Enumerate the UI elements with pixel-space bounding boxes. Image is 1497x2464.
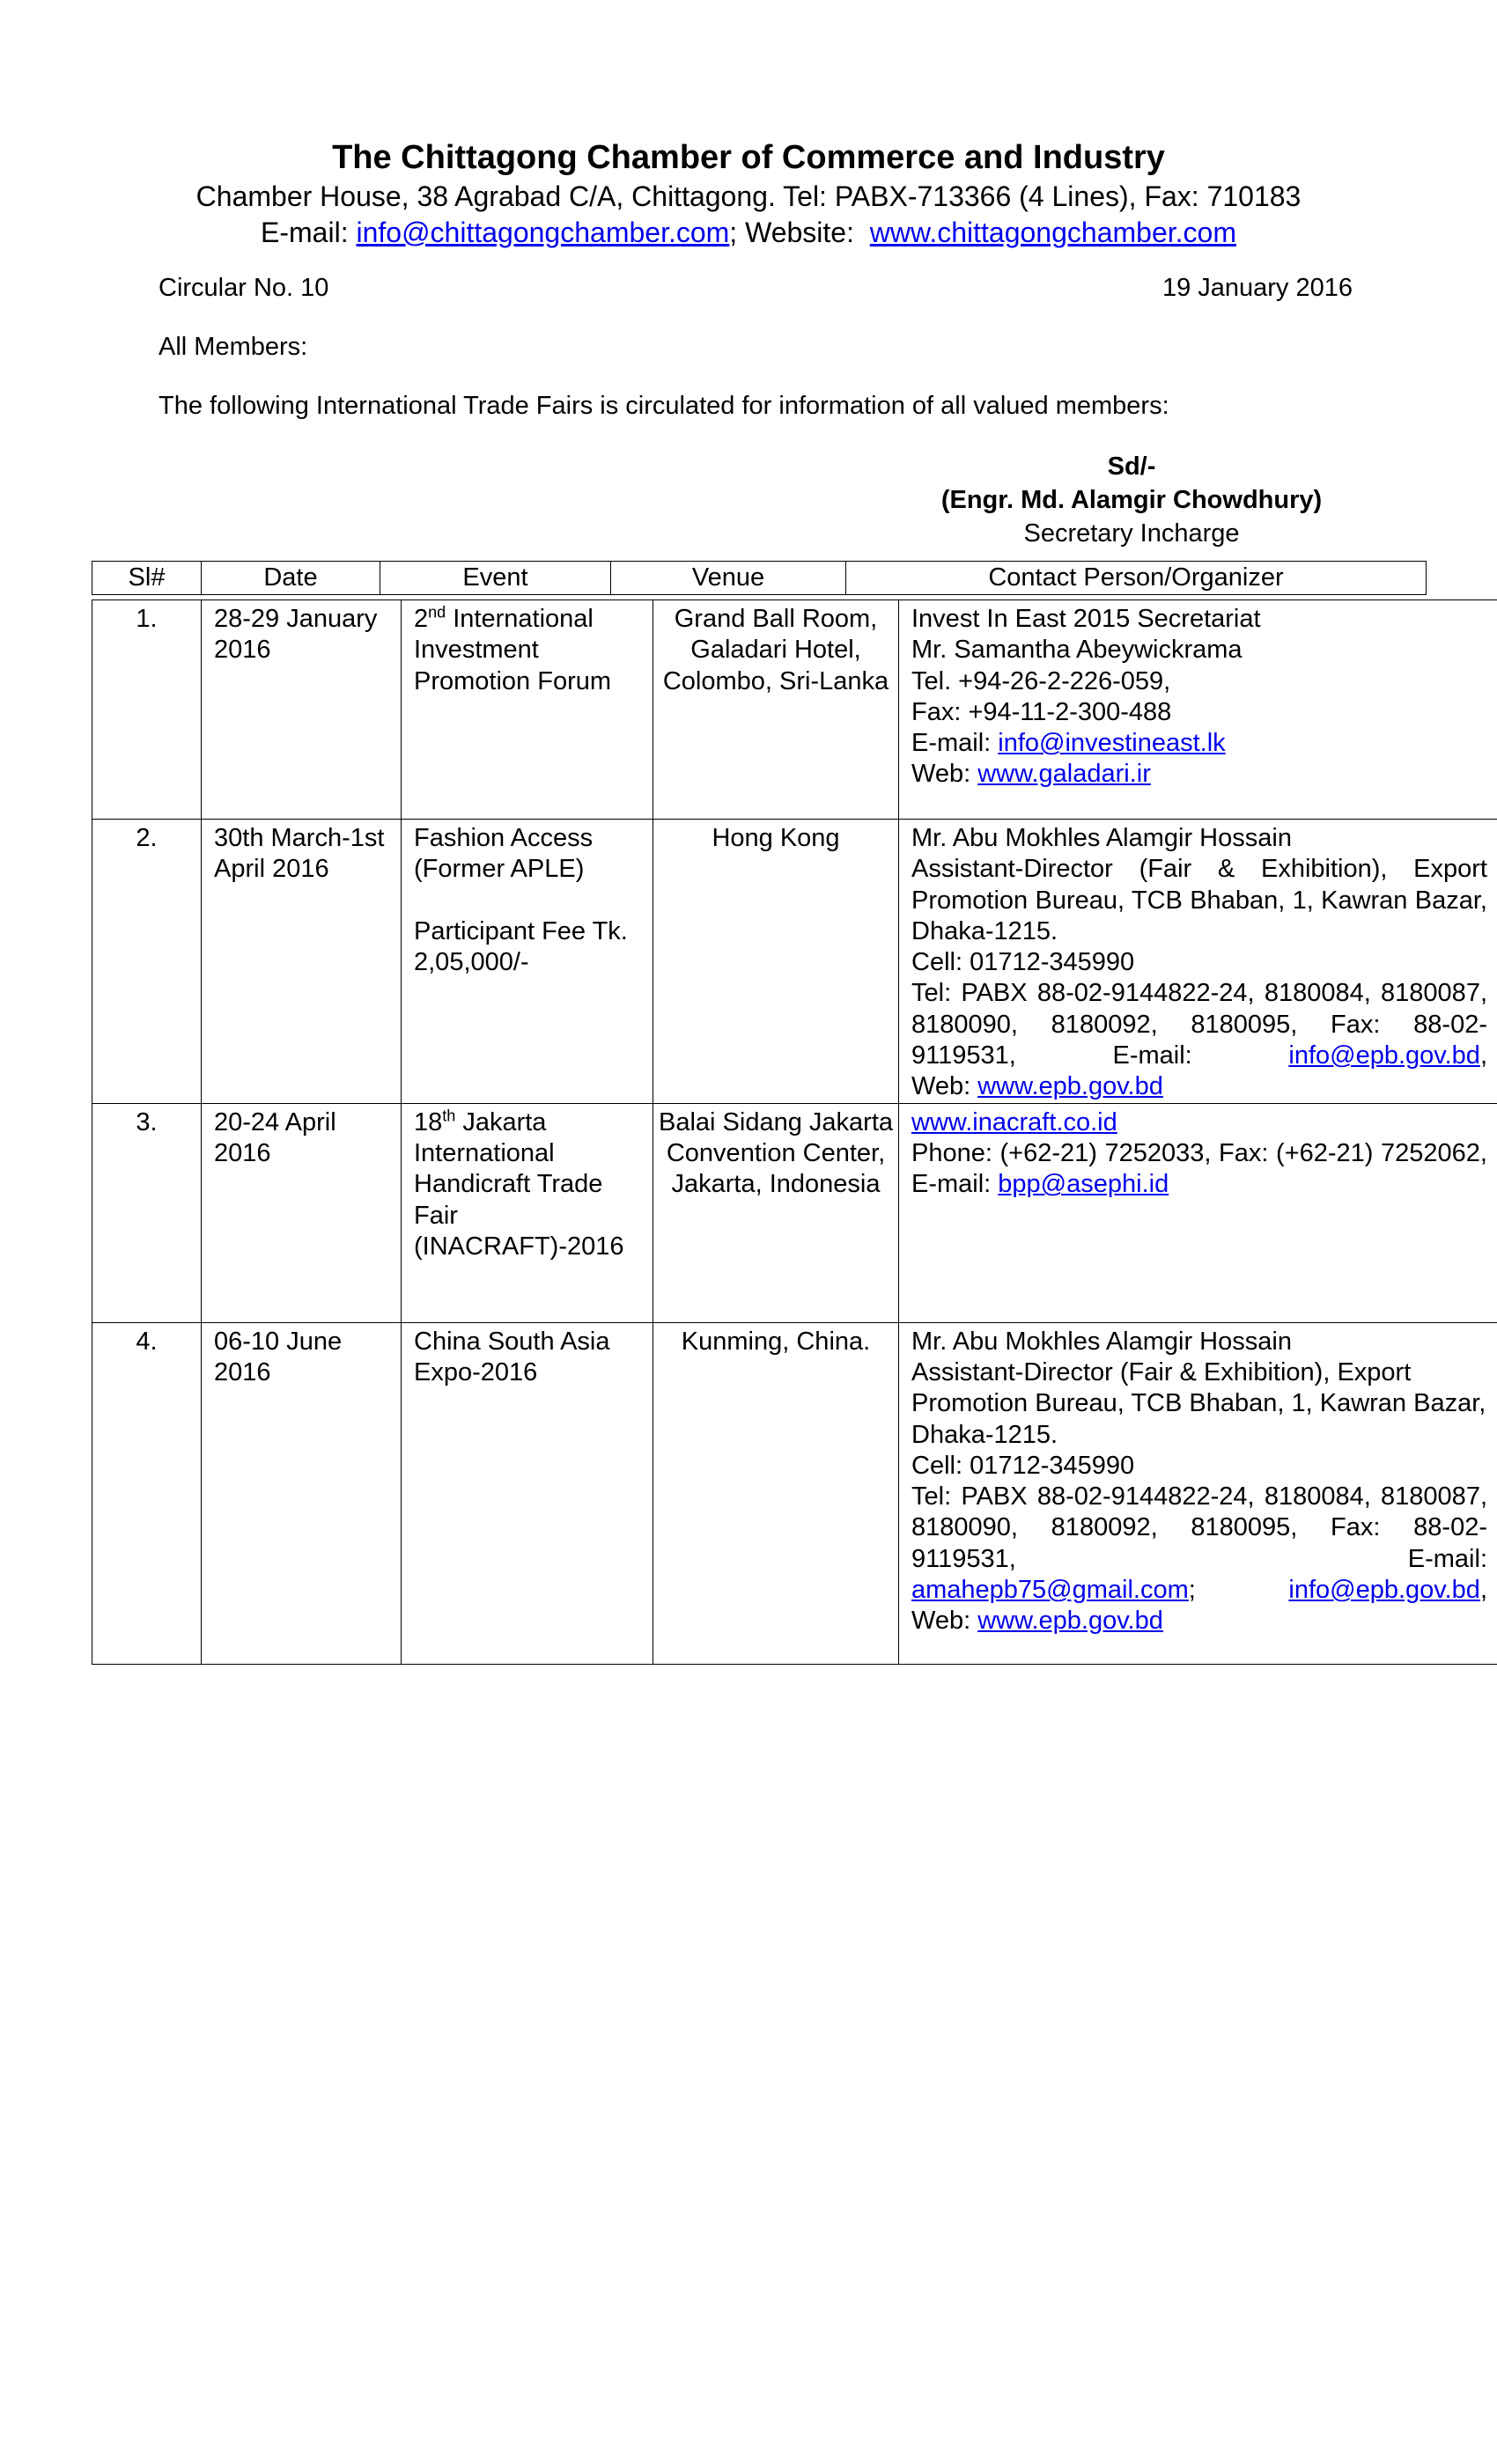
- contact-line: Mr. Abu Mokhles Alamgir Hossain: [911, 1327, 1292, 1356]
- salutation: All Members:: [159, 333, 308, 361]
- contact-email-line: [911, 1575, 1487, 1606]
- row-contact: [899, 1322, 1497, 1664]
- contact-email-link[interactable]: bpp@asephi.id: [998, 1170, 1169, 1199]
- contact-line: Invest In East 2015 Secretariat: [911, 605, 1261, 633]
- web-label: Web:: [911, 760, 978, 789]
- contact-email-link[interactable]: info@investineast.lk: [998, 729, 1226, 758]
- row-sl: 4.: [92, 1322, 202, 1664]
- row-venue: Balai Sidang Jakarta Convention Center, Jakarta, Indonesia: [653, 1103, 899, 1322]
- letterhead: [0, 136, 1497, 251]
- row-venue: Hong Kong: [653, 820, 899, 1104]
- row-date: 28-29 January 2016: [202, 600, 402, 820]
- row-date: 30th March-1st April 2016: [202, 820, 402, 1104]
- header-date: Date: [202, 562, 380, 595]
- event-name: International Investment Promotion Forum: [414, 605, 612, 695]
- contact-phones: Tel: PABX 88-02-9144822-24, 8180084, 8180087, 8180090, 8180092, 8180095, Fax: 88-02-9119531, E-mail:: [911, 979, 1487, 1070]
- header-venue: Venue: [611, 562, 846, 595]
- contact-line: Tel. +94-26-2-226-059,: [911, 666, 1171, 695]
- header-sl: Sl#: [92, 562, 202, 595]
- table-row: [92, 1322, 1497, 1664]
- email-label: E-mail:: [261, 217, 357, 248]
- contact-phone-line: [911, 1138, 1487, 1201]
- event-superscript: th: [442, 1107, 456, 1125]
- contact-line: Cell: 01712-345990: [911, 1451, 1135, 1480]
- signatory-designation: Secretary Incharge: [1023, 519, 1240, 548]
- contact-web-line: [911, 1107, 1487, 1138]
- table-row: [92, 1103, 1497, 1322]
- row-event: [402, 820, 653, 1104]
- email-suffix: ,: [1479, 1576, 1487, 1605]
- email-label: E-mail:: [911, 729, 999, 758]
- web-label: Web:: [911, 1072, 978, 1101]
- row-date: 20-24 April 2016: [202, 1103, 402, 1322]
- row-sl: 2.: [92, 820, 202, 1104]
- organization-email-link[interactable]: info@chittagongchamber.com: [356, 217, 730, 248]
- header-event: Event: [380, 562, 611, 595]
- contact-line: Mr. Abu Mokhles Alamgir Hossain: [911, 824, 1292, 852]
- contact-email-link[interactable]: info@epb.gov.bd: [1288, 1041, 1480, 1070]
- contact-web-link[interactable]: www.epb.gov.bd: [977, 1072, 1163, 1101]
- contact-line: Cell: 01712-345990: [911, 948, 1135, 977]
- row-sl: 3.: [92, 1103, 202, 1322]
- row-venue: Kunming, China.: [653, 1322, 899, 1664]
- event-name: Jakarta International Handicraft Trade Fair (INACRAFT)-2016: [414, 1107, 624, 1261]
- contact-phone-line: Tel: PABX 88-02-9144822-24, 8180084, 8180087, 8180090, 8180092, 8180095, Fax: 88-02-9119531, E-mail:: [911, 1482, 1487, 1573]
- row-date: 06-10 June 2016: [202, 1322, 402, 1664]
- circular-number: Circular No. 10: [159, 274, 329, 302]
- table-row: [92, 820, 1497, 1104]
- organization-contact-line: [0, 215, 1497, 251]
- organization-website-link[interactable]: www.chittagongchamber.com: [869, 217, 1236, 248]
- signature-block: [933, 450, 1330, 550]
- intro-paragraph: The following International Trade Fairs is circulated for information of all valued members:: [159, 392, 1169, 420]
- contact-email-line: [911, 728, 1491, 759]
- contact-line: Assistant-Director (Fair & Exhibition), Export Promotion Bureau, TCB Bhaban, 1, Kawran Bazar, Dhaka-1215.: [911, 855, 1487, 945]
- row-event: [402, 600, 653, 820]
- contact-phones: Phone: (+62-21) 7252033, Fax: (+62-21) 7252062, E-mail:: [911, 1138, 1487, 1199]
- contact-web-line: [911, 1606, 1487, 1637]
- signature-mark: Sd/-: [1107, 452, 1156, 481]
- row-contact: [899, 820, 1497, 1104]
- contact-web-line: [911, 759, 1491, 790]
- contact-web-line: [911, 1071, 1487, 1102]
- email-suffix: ,: [1479, 1041, 1487, 1070]
- organization-address: Chamber House, 38 Agrabad C/A, Chittagong. Tel: PABX-713366 (4 Lines), Fax: 710183: [195, 180, 1302, 212]
- contact-line: Fax: +94-11-2-300-488: [911, 697, 1172, 726]
- event-superscript: nd: [428, 603, 446, 622]
- event-name: Fashion Access (Former APLE): [414, 824, 594, 884]
- event-spacer: [414, 886, 644, 916]
- contact-web-link[interactable]: www.galadari.ir: [977, 760, 1151, 789]
- contact-web-link[interactable]: www.inacraft.co.id: [911, 1107, 1117, 1136]
- contact-line: Assistant-Director (Fair & Exhibition), Export Promotion Bureau, TCB Bhaban, 1, Kawran Bazar, Dhaka-1215.: [911, 1357, 1486, 1449]
- event-fee: Participant Fee Tk. 2,05,000/-: [414, 916, 628, 976]
- organization-title: The Chittagong Chamber of Commerce and Industry: [332, 139, 1165, 176]
- row-sl: 1.: [92, 600, 202, 820]
- table-row: [92, 600, 1497, 820]
- contact-phone-line: [911, 978, 1487, 1071]
- circular-date: 19 January 2016: [1161, 274, 1353, 302]
- fairs-table: [92, 599, 1497, 1665]
- contact-email-link[interactable]: amahepb75@gmail.com: [911, 1576, 1189, 1605]
- event-number: 2: [414, 605, 429, 633]
- email-separator: ;: [1188, 1576, 1289, 1605]
- table-header-row: [92, 562, 1427, 595]
- header-contact: Contact Person/Organizer: [846, 562, 1427, 595]
- signatory-name: (Engr. Md. Alamgir Chowdhury): [940, 486, 1323, 514]
- row-event: [402, 1103, 653, 1322]
- web-label: Web:: [911, 1607, 978, 1636]
- contact-web-link[interactable]: www.epb.gov.bd: [977, 1607, 1163, 1636]
- contact-email-link[interactable]: info@epb.gov.bd: [1288, 1576, 1480, 1605]
- event-number: 18: [414, 1107, 443, 1136]
- row-venue: Grand Ball Room, Galadari Hotel, Colombo, Sri-Lanka: [653, 600, 899, 820]
- row-contact: [899, 1103, 1497, 1322]
- circular-info-row: [159, 270, 1353, 305]
- row-event: China South Asia Expo-2016: [402, 1322, 653, 1664]
- contact-line: Mr. Samantha Abeywickrama: [911, 636, 1243, 665]
- website-label: ; Website:: [729, 217, 870, 248]
- fairs-table-header: [92, 561, 1427, 595]
- row-contact: [899, 600, 1497, 820]
